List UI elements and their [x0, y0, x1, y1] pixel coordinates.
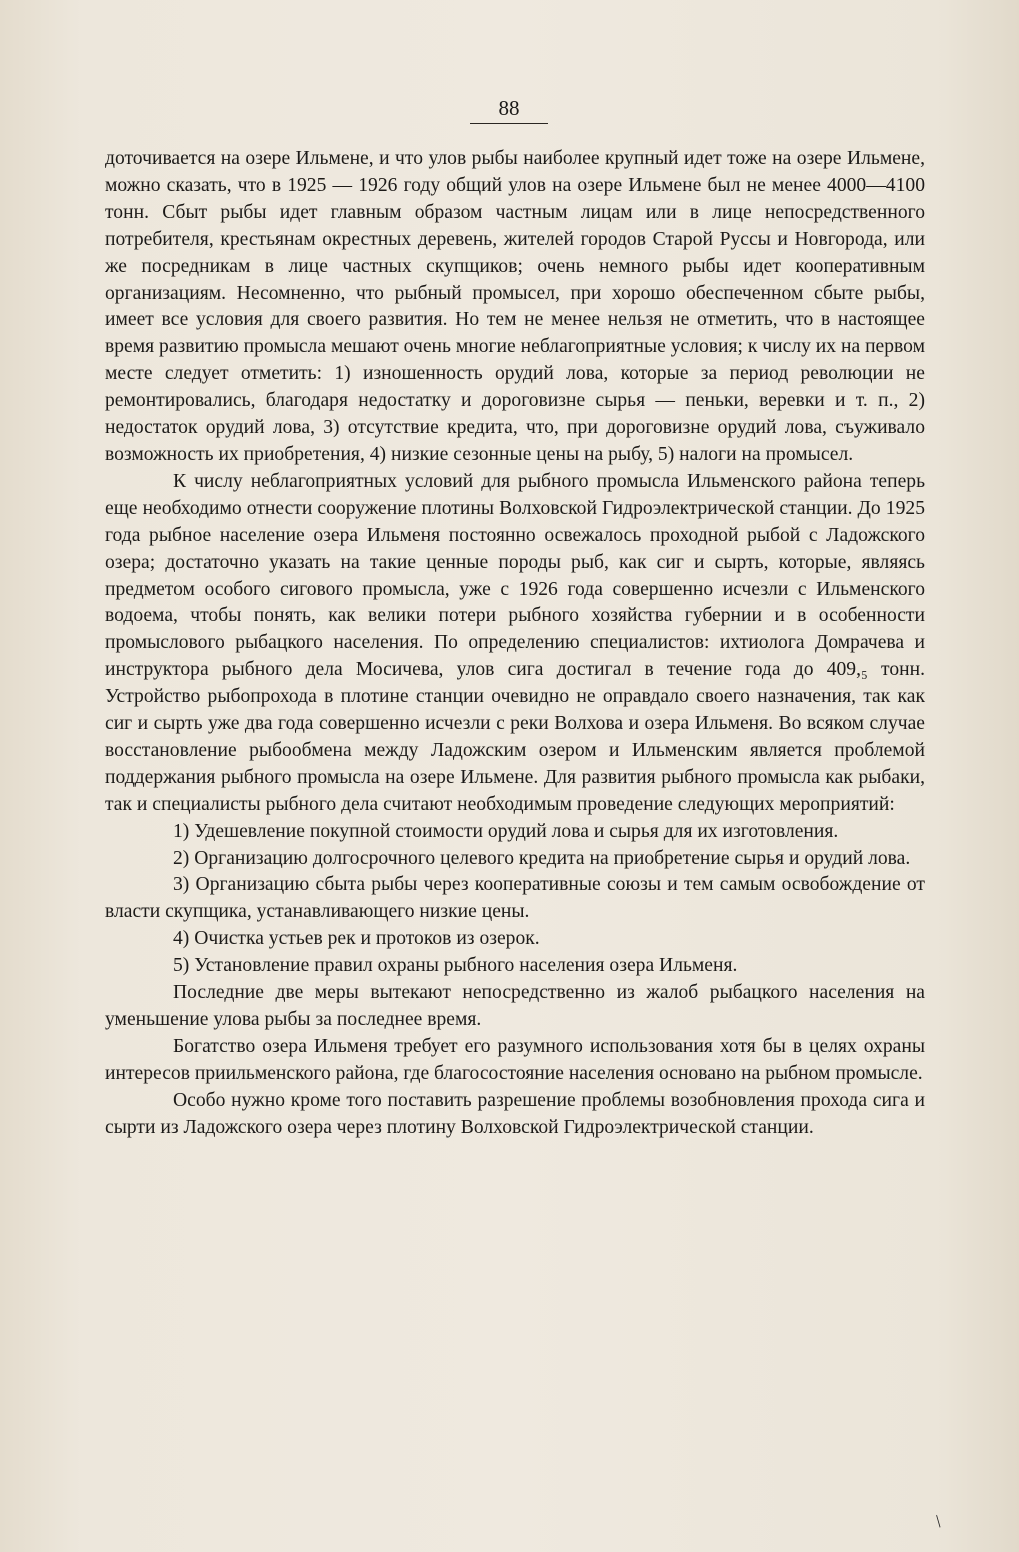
pencil-mark: / — [930, 1511, 946, 1531]
paragraph-3: Последние две меры вытекают непосредственно из жалоб рыбацкого населения на уменьшение улова рыбы за последнее время. — [105, 982, 925, 1030]
list-item-1: 1) Удешевление покупной стоимости орудий лова и сырья для их изготовления. — [173, 820, 839, 842]
list-item-4: 4) Очистка устьев рек и протоков из озерок. — [173, 928, 540, 950]
paragraph-2: К числу неблагоприятных условий для рыбного промысла Ильменского района теперь еще необходимо отнести сооружение плотины Волховской Гидроэлектрической станции. До 1925 года рыбное население озера Ильменя постоянно освежалось проходной рыбой с Ладожского озера; достаточно указать на такие ценные породы рыб, как сиг и сырть, которые, являясь предметом особого сигового промысла, уже с 1926 года совершенно исчезли с Ильменского водоема, чтобы понять, как велики потери рыбного хозяйства губернии и в особенности промыслового рыбацкого населения. По определению специалистов: ихтиолога Домрачева и инструктора рыбного дела Мосичева, улов сига достигал в течение года до 409,₅ тонн. Устройство рыбопрохода в плотине станции очевидно не оправдало своего назначения, так как сиг и сырть уже два года совершенно исчезли с реки Волхова и озера Ильменя. Во всяком случае восстановление рыбообмена между Ладожским озером и Ильменским является проблемой поддержания рыбного промысла на озере Ильмене. Для развития рыбного промысла как рыбаки, так и специалисты рыбного дела считают необходимым проведение следующих мероприятий: — [105, 470, 925, 815]
paragraph-4: Богатство озера Ильменя требует его разумного использования хотя бы в целях охраны интересов приильменского района, где благосостояние населения основано на рыбном промысле. — [105, 1035, 925, 1084]
body-text — [105, 146, 925, 1142]
list-item-2: 2) Организацию долгосрочного целевого кредита на приобретение сырья и орудий лова. — [173, 847, 911, 869]
paragraph-1: доточивается на озере Ильмене, и что улов рыбы наиболее крупный идет тоже на озере Ильмене, можно сказать, что в 1925 — 1926 году общий улов на озере Ильмене был не менее 4000—4100 тонн. Сбыт рыбы идет главным образом частным лицам или в лице непосредственного потребителя, крестьянам окрестных деревень, жителей городов Старой Руссы и Новгорода, или же посредникам в лице частных скупщиков; очень немного рыбы идет кооперативным организациям. Несомненно, что рыбный промысел, при хорошо обеспеченном сбыте рыбы, имеет все условия для своего развития. Но тем не менее нельзя не отметить, что в настоящее время развитию промысла мешают очень многие неблагоприятные условия; к числу их на первом месте следует отметить: 1) изношенность орудий лова, которые за период революции не ремонтировались, благодаря недостатку и дороговизне сырья — пеньки, веревки и т. п., 2) недостаток орудий лова, 3) отсутствие кредита, что, при дороговизне орудий лова, съуживало возможность их приобретения, 4) низкие сезонные цены на рыбу, 5) налоги на промысел. — [105, 148, 925, 465]
paragraph-5: Особо нужно кроме того поставить разрешение проблемы возобновления прохода сига и сырти из Ладожского озера через плотину Волховской Гидроэлектрической станции. — [105, 1089, 925, 1138]
list-item-5: 5) Установление правил охраны рыбного населения озера Ильменя. — [173, 955, 738, 977]
page-number: 88 — [470, 96, 548, 124]
list-item-3: 3) Организацию сбыта рыбы через кооперативные союзы и тем самым освобождение от власти скупщика, устанавливающего низкие цены. — [105, 874, 925, 923]
